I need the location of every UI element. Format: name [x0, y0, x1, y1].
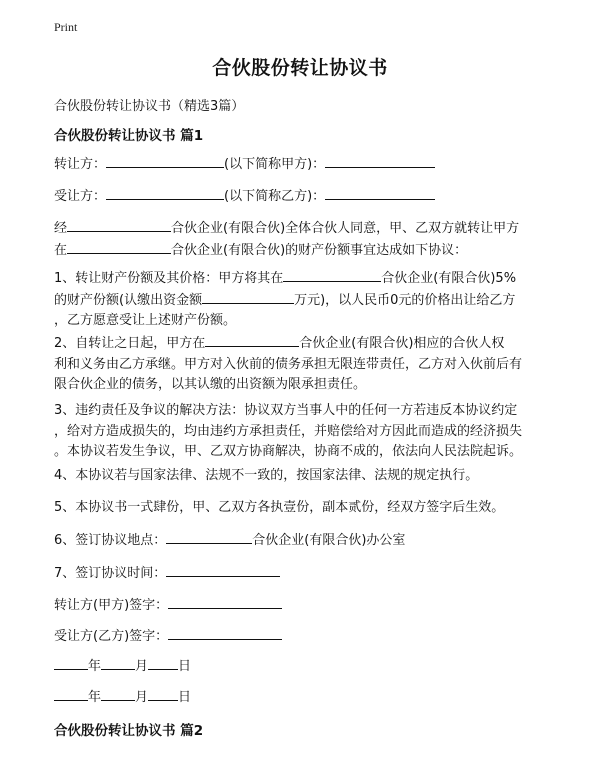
clause-text: 3、违约责任及争议的解决方法：协议双方当事人中的任何一方若违反本协议约定 [54, 403, 518, 418]
section-heading-1: 合伙股份转让协议书 篇1 [54, 128, 204, 144]
day-blank[interactable] [148, 687, 178, 701]
clause-text: 。本协议若发生争议，甲、乙双方协商解决，协商不成的，依法向人民法院起诉。 [54, 444, 523, 459]
transferor-signature-line [54, 595, 282, 616]
year-blank[interactable] [54, 687, 88, 701]
date-day-label: 日 [178, 659, 192, 674]
transferor-signature-blank[interactable] [168, 595, 282, 609]
clause-text: 利和义务由乙方承继。甲方对入伙前的债务承担无限连带责任，乙方对入伙前后有 [54, 356, 523, 372]
intro-text: 合伙企业(有限合伙)全体合伙人同意，甲、乙双方就转让甲方 [171, 221, 520, 236]
section-heading-2: 合伙股份转让协议书 篇2 [54, 723, 204, 739]
clause-text: 合伙企业(有限合伙)5% [381, 271, 517, 286]
intro-company-blank-1[interactable] [67, 218, 171, 232]
clause1-company-blank[interactable] [283, 268, 381, 282]
clause-1 [54, 268, 554, 332]
clause-text: 合伙企业(有限合伙)相应的合伙人权 [299, 336, 505, 351]
intro-company-blank-2[interactable] [67, 240, 171, 254]
date-day-label: 日 [178, 690, 192, 705]
transferee-line [54, 186, 435, 207]
intro-text: 经 [54, 221, 68, 236]
date-line-1 [54, 656, 191, 677]
signing-place-blank[interactable] [166, 530, 252, 544]
signature-label: 转让方(甲方)签字： [54, 598, 169, 613]
transferor-suffix: (以下简称甲方)： [224, 157, 326, 172]
document-title: 合伙股份转让协议书 [212, 57, 388, 79]
transferee-signature-line [54, 626, 282, 647]
clause-text: 的财产份额(认缴出资金额 [54, 292, 203, 308]
clause-6 [54, 530, 405, 551]
intro-text: 在 [54, 242, 68, 258]
day-blank[interactable] [148, 656, 178, 670]
document-subtitle: 合伙股份转让协议书（精选3篇） [54, 99, 245, 114]
transferee-signature-blank[interactable] [168, 626, 282, 640]
intro-text: 合伙企业(有限合伙)的财产份额事宜达成如下协议： [171, 242, 468, 258]
clause-7 [54, 563, 280, 584]
intro-paragraph [54, 218, 554, 261]
clause-3 [54, 401, 554, 463]
clause-4: 4、本协议若与国家法律、法规不一致的，按国家法律、法规的规定执行。 [54, 468, 479, 483]
transferor-label: 转让方： [54, 157, 107, 172]
clause1-amount-blank[interactable] [202, 290, 294, 304]
month-blank[interactable] [101, 687, 135, 701]
clause-5: 5、本协议书一式肆份，甲、乙双方各执壹份，副本贰份，经双方签字后生效。 [54, 500, 505, 515]
clause-text: ，乙方愿意受让上述财产份额。 [54, 313, 237, 328]
clause-text: 1、转让财产份额及其价格：甲方将其在 [54, 271, 284, 286]
clause-text: 限合伙企业的债务，以其认缴的出资额为限承担责任。 [54, 377, 367, 392]
month-blank[interactable] [101, 656, 135, 670]
year-blank[interactable] [54, 656, 88, 670]
transferor-blank[interactable] [106, 154, 224, 168]
transferee-blank[interactable] [106, 186, 224, 200]
date-month-label: 月 [135, 659, 149, 674]
transferee-party-blank[interactable] [325, 186, 435, 200]
clause-text: 7、签订协议时间： [54, 566, 167, 581]
transferor-line [54, 154, 435, 175]
clause-2 [54, 333, 554, 396]
date-year-label: 年 [88, 690, 102, 705]
transferee-suffix: (以下简称乙方)： [224, 189, 326, 204]
date-line-2 [54, 687, 191, 708]
transferor-party-blank[interactable] [325, 154, 435, 168]
signing-time-blank[interactable] [166, 563, 280, 577]
date-year-label: 年 [88, 659, 102, 674]
clause-text: 6、签订协议地点： [54, 533, 167, 548]
date-month-label: 月 [135, 690, 149, 705]
transferee-label: 受让方： [54, 189, 107, 204]
clause-text: 2、自转让之日起，甲方在 [54, 336, 206, 351]
clause2-company-blank[interactable] [205, 333, 299, 347]
clause-text: 合伙企业(有限合伙)办公室 [252, 533, 406, 548]
signature-label: 受让方(乙方)签字： [54, 629, 169, 644]
clause-text: 万元)，以人民币0元的价格出让给乙方 [294, 292, 516, 308]
print-link[interactable]: Print [54, 20, 78, 34]
clause-text: ，给对方造成损失的，均由违约方承担责任，并赔偿给对方因此而造成的经济损失 [54, 423, 523, 439]
